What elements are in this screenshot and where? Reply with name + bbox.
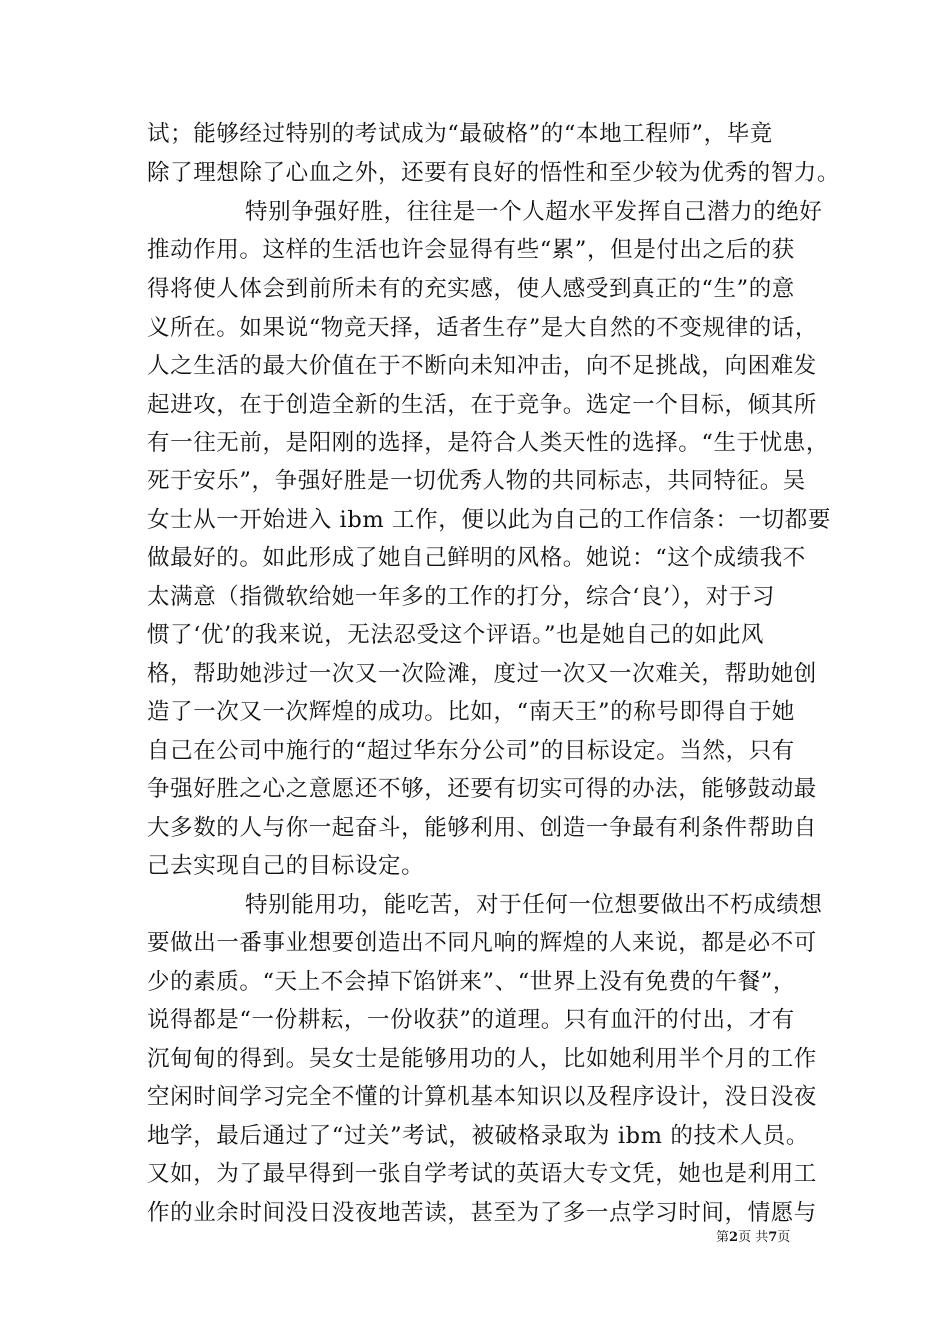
- text-line: 己去实现自己的目标设定。: [147, 853, 425, 879]
- paragraph-start-line: 特别能用功，能吃苦，对于任何一位想要做出不朽成绩想: [245, 892, 823, 918]
- text-line: 推动作用。这样的生活也许会显得有些“累”，但是付出之后的获: [147, 237, 795, 263]
- text-line: 大多数的人与你一起奋斗，能够利用、创造一争最有利条件帮助自: [147, 815, 817, 841]
- text-line: 地学，最后通过了“过关”考试，被破格录取为 ibm 的技术人员。: [147, 1123, 809, 1149]
- text-line: 造了一次又一次辉煌的成功。比如，“南天王”的称号即得自于她: [147, 699, 795, 725]
- text-line: 争强好胜之心之意愿还不够，还要有切实可得的办法，能够鼓动最: [147, 776, 817, 802]
- footer-prefix: 第: [716, 1230, 730, 1245]
- text-line: 又如，为了最早得到一张自学考试的英语大专文凭，她也是利用工: [147, 1161, 817, 1187]
- text-line: 空闲时间学习完全不懂的计算机基本知识以及程序设计，没日没夜: [147, 1084, 817, 1110]
- page-number-footer: [716, 1230, 790, 1246]
- text-line: 自己在公司中施行的“超过华东分公司”的目标设定。当然，只有: [147, 738, 795, 764]
- text-line: 做最好的。如此形成了她自己鲜明的风格。她说：“这个成绩我不: [147, 545, 806, 571]
- footer-middle: 页 共: [738, 1230, 769, 1245]
- current-page-number: 2: [729, 1230, 739, 1245]
- text-line: 义所在。如果说“物竞天择，适者生存”是大自然的不变规律的话，: [147, 315, 819, 341]
- text-line: 说得都是“一份耕耘，一份收获”的道理。只有血汗的付出，才有: [147, 1007, 795, 1033]
- text-line: 作的业余时间没日没夜地苦读，甚至为了多一点学习时间，情愿与: [147, 1200, 817, 1226]
- text-line: 起进攻，在于创造全新的生活，在于竞争。选定一个目标，倾其所: [147, 392, 817, 418]
- text-line: 格，帮助她涉过一次又一次险滩，度过一次又一次难关，帮助她创: [147, 661, 817, 687]
- text-line: 试；能够经过特别的考试成为“最破格”的“本地工程师”，毕竟: [147, 121, 773, 147]
- text-line: 太满意（指微软给她一年多的工作的打分，综合‘良’），对于习: [147, 584, 775, 610]
- text-line: 死于安乐”，争强好胜是一切优秀人物的共同标志，共同特征。吴: [147, 468, 806, 494]
- paragraph-start-line: 特别争强好胜，往往是一个人超水平发挥自己潜力的绝好: [245, 199, 823, 225]
- text-line: 得将使人体会到前所未有的充实感，使人感受到真正的“生”的意: [147, 276, 795, 302]
- text-line: 有一往无前，是阳刚的选择，是符合人类天性的选择。“生于忧患，: [147, 430, 830, 456]
- text-line: 沉甸甸的得到。吴女士是能够用功的人，比如她利用半个月的工作: [147, 1046, 817, 1072]
- text-line: 要做出一番事业想要创造出不同凡响的辉煌的人来说，都是必不可: [147, 930, 817, 956]
- text-line: 女士从一开始进入 ibm 工作，便以此为自己的工作信条：一切都要: [147, 507, 831, 533]
- text-line: 人之生活的最大价值在于不断向未知冲击，向不足挑战，向困难发: [147, 353, 817, 379]
- footer-suffix: 页: [777, 1230, 791, 1245]
- text-line: 惯了‘优’的我来说，无法忍受这个评语。”也是她自己的如此风: [147, 622, 764, 648]
- text-line: 除了理想除了心血之外，还要有良好的悟性和至少较为优秀的智力。: [147, 160, 841, 186]
- total-pages-number: 7: [768, 1230, 778, 1245]
- text-line: 少的素质。“天上不会掉下馅饼来”、“世界上没有免费的午餐”，: [147, 969, 797, 995]
